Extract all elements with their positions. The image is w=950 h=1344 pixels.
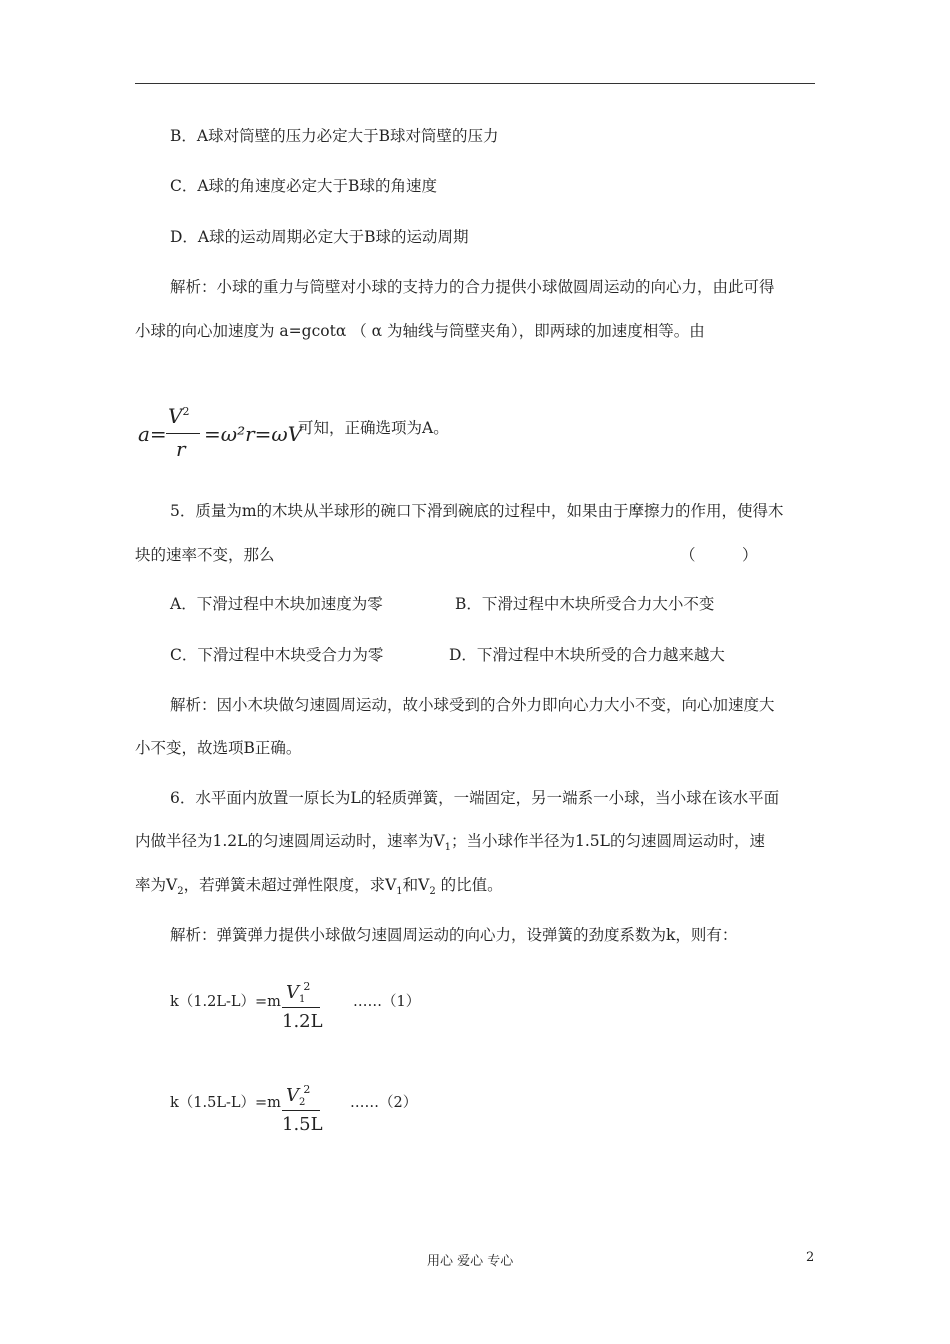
q5-analysis-line2: 小不变，故选项B正确。 [135,739,302,757]
q6-line3: 率为$V_2$，若弹簧未超过弹性限度，求$V_1$和$V_2$ 的比值。 [135,876,503,897]
q5-line1: 5．质量为m的木块从半球形的碗口下滑到碗底的过程中，如果由于摩擦力的作用，使得木 [170,502,784,520]
eq1-tag: ……（1） [353,994,421,1010]
equation-2 [170,1085,470,1145]
q5-answer-paren: （ ） [680,546,758,564]
option-c-q4: C．A球的角速度必定大于B球的角速度 [170,177,437,195]
q5-option-c: C．下滑过程中木块受合力为零 [170,646,384,664]
acceleration-formula [138,404,458,464]
formula-numerator: $V^2$ [168,404,190,428]
eq2-fraction-bar [282,1110,320,1111]
eq1-numerator: $V_1^2$ [286,980,311,1005]
eq2-left: k（1.5L-L）=m [170,1095,281,1111]
header-rule [135,83,815,84]
formula-rest: =ω²r=ωV [204,422,303,446]
option-b-q4: B．A球对筒壁的压力必定大于B球对筒壁的压力 [170,127,499,145]
eq1-left: k（1.2L-L）=m [170,994,281,1010]
q6-line2: 内做半径为1.2L的匀速圆周运动时，速率为$V_1$；当小球作半径为1.5L的匀速圆周运动时，速 [135,832,765,853]
eq2-numerator: $V_2^2$ [286,1083,311,1108]
eq1-fraction-bar [282,1007,320,1008]
equation-1 [170,980,470,1040]
formula-conclusion: 可知，正确选项为A。 [298,419,449,437]
q5-line2: 块的速率不变，那么 [135,546,275,564]
q5-analysis-line1: 解析：因小木块做匀速圆周运动，故小球受到的合外力即向心力大小不变，向心加速度大 [170,696,775,714]
eq1-denominator: 1.2L [282,1011,323,1032]
analysis-q4-line2: 小球的向心加速度为 a=gcotα （ α 为轴线与筒壁夹角），即两球的加速度相等。由 [135,322,705,340]
page-number: 2 [806,1250,815,1265]
eq2-denominator: 1.5L [282,1114,323,1135]
q5-option-d: D．下滑过程中木块所受的合力越来越大 [449,646,725,664]
option-d-q4: D．A球的运动周期必定大于B球的运动周期 [170,228,469,246]
q5-option-a: A．下滑过程中木块加速度为零 [170,595,383,613]
formula-a: a= [138,422,167,446]
formula-denominator: r [176,437,186,461]
eq2-tag: ……（2） [350,1095,418,1111]
formula-fraction-bar [166,433,200,434]
q5-option-b: B．下滑过程中木块所受合力大小不变 [455,595,715,613]
q6-analysis: 解析：弹簧弹力提供小球做匀速圆周运动的向心力，设弹簧的劲度系数为k，则有： [170,926,738,944]
analysis-q4-line1: 解析：小球的重力与筒壁对小球的支持力的合力提供小球做圆周运动的向心力，由此可得 [170,278,775,296]
q6-line1: 6．水平面内放置一原长为L的轻质弹簧，一端固定，另一端系一小球，当小球在该水平面 [170,789,780,807]
footer-slogan: 用心 爱心 专心 [427,1254,514,1269]
